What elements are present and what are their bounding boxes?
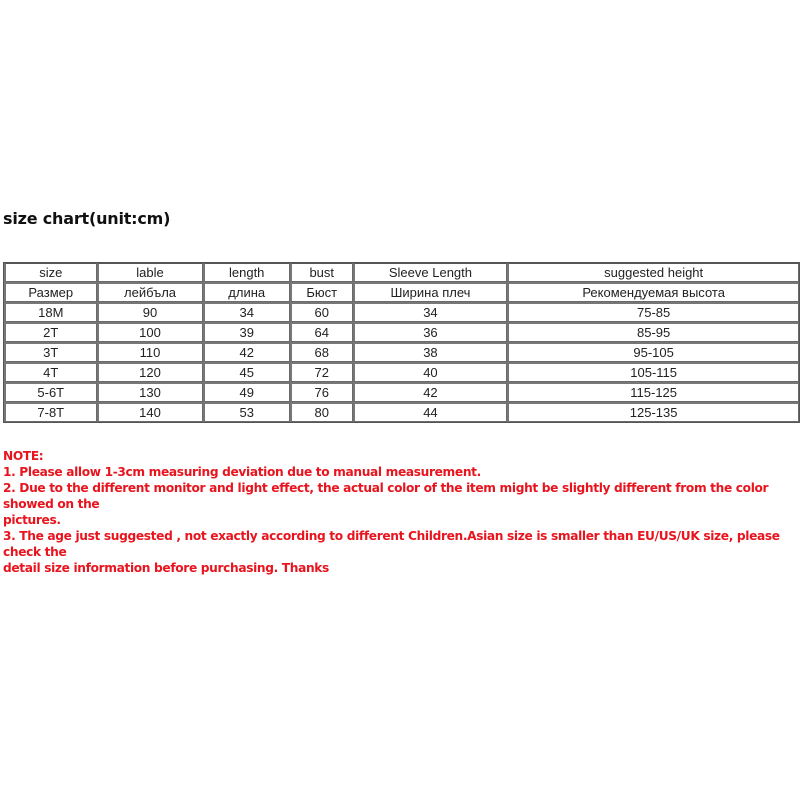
table-cell: 4T — [4, 362, 97, 382]
table-cell: 53 — [203, 402, 290, 422]
header-cell: Рекомендуемая высота — [507, 282, 799, 302]
table-cell: 115-125 — [507, 382, 799, 402]
table-cell: 44 — [353, 402, 508, 422]
header-cell: лейбъла — [97, 282, 203, 302]
table-cell: 80 — [290, 402, 353, 422]
header-cell: lable — [97, 263, 203, 282]
table-header-row-en — [4, 263, 799, 282]
table-row — [4, 322, 799, 342]
table-cell: 95-105 — [507, 342, 799, 362]
table-cell: 120 — [97, 362, 203, 382]
header-cell: bust — [290, 263, 353, 282]
table-cell: 49 — [203, 382, 290, 402]
table-cell: 40 — [353, 362, 508, 382]
table-cell: 75-85 — [507, 302, 799, 322]
table-cell: 5-6T — [4, 382, 97, 402]
table-cell: 125-135 — [507, 402, 799, 422]
table-cell: 34 — [353, 302, 508, 322]
note-line-1: 1. Please allow 1-3cm measuring deviation due to manual measurement. — [3, 465, 481, 479]
header-cell: Sleeve Length — [353, 263, 508, 282]
table-cell: 110 — [97, 342, 203, 362]
table-cell: 36 — [353, 322, 508, 342]
table-cell: 7-8T — [4, 402, 97, 422]
note-line-2: 2. Due to the different monitor and light effect, the actual color of the item might be slightly different from the color showed on the — [3, 481, 773, 511]
note-line-3: 3. The age just suggested , not exactly according to different Children.Asian size is smaller than EU/US/UK size, please check the — [3, 529, 784, 559]
table-cell: 39 — [203, 322, 290, 342]
header-cell: Ширина плеч — [353, 282, 508, 302]
table-cell: 64 — [290, 322, 353, 342]
table-row — [4, 302, 799, 322]
table-cell: 72 — [290, 362, 353, 382]
size-chart-table — [3, 262, 800, 423]
note-line-3-cont: detail size information before purchasing. Thanks — [3, 561, 329, 575]
header-cell: suggested height — [507, 263, 799, 282]
note-line-2-cont: pictures. — [3, 513, 61, 527]
table-cell: 130 — [97, 382, 203, 402]
notes-section — [3, 448, 800, 576]
header-cell: Размер — [4, 282, 97, 302]
table-cell: 38 — [353, 342, 508, 362]
table-row — [4, 382, 799, 402]
table-cell: 34 — [203, 302, 290, 322]
header-cell: size — [4, 263, 97, 282]
notes-heading: NOTE: — [3, 449, 44, 463]
table-cell: 105-115 — [507, 362, 799, 382]
table-row — [4, 342, 799, 362]
header-cell: length — [203, 263, 290, 282]
table-cell: 3T — [4, 342, 97, 362]
table-cell: 42 — [203, 342, 290, 362]
page-title: size chart(unit:cm) — [3, 209, 171, 228]
table-cell: 45 — [203, 362, 290, 382]
table-cell: 18M — [4, 302, 97, 322]
table-cell: 76 — [290, 382, 353, 402]
table-cell: 140 — [97, 402, 203, 422]
table-cell: 100 — [97, 322, 203, 342]
table-header-row-ru — [4, 282, 799, 302]
header-cell: Бюст — [290, 282, 353, 302]
table-cell: 90 — [97, 302, 203, 322]
table-cell: 68 — [290, 342, 353, 362]
header-cell: длина — [203, 282, 290, 302]
table-row — [4, 362, 799, 382]
table-row — [4, 402, 799, 422]
table-cell: 85-95 — [507, 322, 799, 342]
table-cell: 42 — [353, 382, 508, 402]
table-cell: 60 — [290, 302, 353, 322]
table-cell: 2T — [4, 322, 97, 342]
